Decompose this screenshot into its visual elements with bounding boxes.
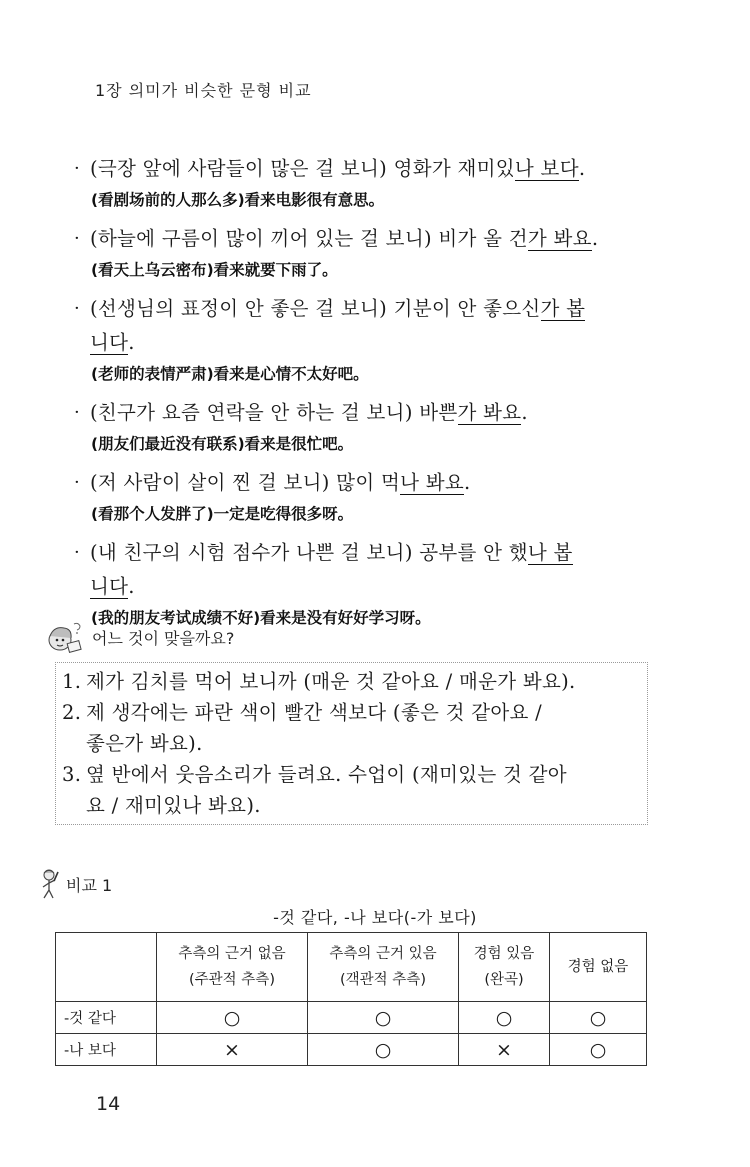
table-cell: ○ <box>459 1002 550 1034</box>
quiz-number: 1. <box>62 670 82 693</box>
running-head: 1장 의미가 비슷한 문형 비교 <box>95 81 312 100</box>
korean-text-end: . <box>128 331 135 354</box>
column-header-line: 추측의 근거 없음 <box>178 946 286 962</box>
quiz-number: 3. <box>62 763 82 786</box>
table-column-header <box>459 933 550 1002</box>
example-item <box>70 292 670 389</box>
table-cell: ○ <box>308 1002 459 1034</box>
bullet: · <box>74 158 81 179</box>
underlined-ending: 가 봐요 <box>527 227 592 250</box>
example-item <box>70 396 670 459</box>
table-cell: × <box>459 1034 550 1066</box>
example-chinese: (我的朋友考试成绩不好)看来是没有好好学习呀。 <box>91 609 431 627</box>
korean-text: (친구가 요즘 연락을 안 하는 걸 보니) 바쁜 <box>90 401 458 424</box>
table-cell: ○ <box>550 1034 647 1066</box>
bullet: · <box>74 228 81 249</box>
column-header-subline: (주관적 추측) <box>189 972 275 988</box>
example-korean <box>70 292 670 360</box>
quiz-item <box>62 666 642 697</box>
quiz-text: 옆 반에서 웃음소리가 들려요. 수업이 (재미있는 것 같아 <box>86 763 567 786</box>
table-cell: ○ <box>550 1002 647 1034</box>
example-chinese: (看那个人发胖了)一定是吃得很多呀。 <box>91 505 354 523</box>
example-chinese: (看天上乌云密布)看来就要下雨了。 <box>91 261 338 279</box>
example-chinese: (看剧场前的人那么多)看来电影很有意思。 <box>91 191 385 209</box>
quiz-item <box>62 759 642 821</box>
example-item <box>70 152 670 215</box>
column-header-line: 경험 있음 <box>473 946 535 962</box>
table-cell: × <box>157 1034 308 1066</box>
underlined-ending: 나 보다 <box>514 157 579 180</box>
table-row <box>56 1002 647 1034</box>
korean-text: (저 사람이 살이 찐 걸 보니) 많이 먹 <box>90 471 401 494</box>
korean-text: (하늘에 구름이 많이 끼어 있는 걸 보니) 비가 올 건 <box>90 227 528 250</box>
quiz-list <box>62 666 642 821</box>
column-header-line: 경험 없음 <box>567 959 629 975</box>
quiz-header <box>44 620 234 654</box>
column-header-subline: (완곡) <box>484 972 524 988</box>
example-korean <box>70 466 670 500</box>
pencil-figure-icon <box>38 868 60 900</box>
compare-title: 비교 1 <box>66 875 113 895</box>
table-cell: ○ <box>308 1034 459 1066</box>
underlined-ending: 나 봐요 <box>400 471 465 494</box>
table-row <box>56 1034 647 1066</box>
example-korean <box>70 396 670 430</box>
table-caption: -것 같다, -나 보다(-가 보다) <box>273 908 477 927</box>
bullet: · <box>74 542 81 563</box>
thinking-student-icon <box>44 620 84 654</box>
underlined-ending: 니다 <box>90 331 129 354</box>
table-corner-cell <box>56 933 157 1002</box>
quiz-text-continued: 요 / 재미있나 봐요). <box>86 794 261 817</box>
example-item <box>70 222 670 285</box>
example-chinese: (朋友们最近没有联系)看来是很忙吧。 <box>91 435 354 453</box>
korean-text-end: . <box>464 471 471 494</box>
page-number: 14 <box>96 1093 121 1115</box>
quiz-item <box>62 697 642 759</box>
table-header-row <box>56 933 647 1002</box>
korean-text-end: . <box>521 401 528 424</box>
table-cell: ○ <box>157 1002 308 1034</box>
example-item <box>70 536 670 633</box>
table-column-header <box>308 933 459 1002</box>
korean-text: (내 친구의 시험 점수가 나쁜 걸 보니) 공부를 안 했 <box>90 541 528 564</box>
quiz-text: 제가 김치를 먹어 보니까 (매운 것 같아요 / 매운가 봐요). <box>86 670 576 693</box>
comparison-table <box>55 932 647 1066</box>
bullet: · <box>74 298 81 319</box>
table-column-header <box>550 933 647 1002</box>
compare-header <box>38 868 112 900</box>
bullet: · <box>74 472 81 493</box>
quiz-text-continued: 좋은가 봐요). <box>86 732 203 755</box>
korean-text-end: . <box>128 575 135 598</box>
underlined-ending: 니다 <box>90 575 129 598</box>
korean-text: (선생님의 표정이 안 좋은 걸 보니) 기분이 안 좋으신 <box>90 297 541 320</box>
korean-text: (극장 앞에 사람들이 많은 걸 보니) 영화가 재미있 <box>90 157 515 180</box>
underlined-ending: 가 봐요 <box>457 401 522 424</box>
korean-text-end: . <box>591 227 599 250</box>
row-label: -것 같다 <box>56 1002 157 1034</box>
example-item <box>70 466 670 529</box>
quiz-number: 2. <box>62 701 82 724</box>
korean-text-end: . <box>578 157 586 180</box>
underlined-ending: 가 봅 <box>540 297 586 320</box>
quiz-text: 제 생각에는 파란 색이 빨간 색보다 (좋은 것 같아요 / <box>86 701 543 724</box>
column-header-line: 추측의 근거 있음 <box>329 946 437 962</box>
example-korean <box>70 222 670 256</box>
example-chinese: (老师的表情严肃)看来是心情不太好吧。 <box>91 365 369 383</box>
bullet: · <box>74 402 81 423</box>
example-korean <box>70 152 670 186</box>
row-label: -나 보다 <box>56 1034 157 1066</box>
underlined-ending: 나 봅 <box>527 541 573 564</box>
quiz-title: 어느 것이 맞을까요? <box>92 628 235 648</box>
example-korean <box>70 536 670 604</box>
table-column-header <box>157 933 308 1002</box>
example-list <box>70 152 670 640</box>
column-header-subline: (객관적 추측) <box>340 972 426 988</box>
